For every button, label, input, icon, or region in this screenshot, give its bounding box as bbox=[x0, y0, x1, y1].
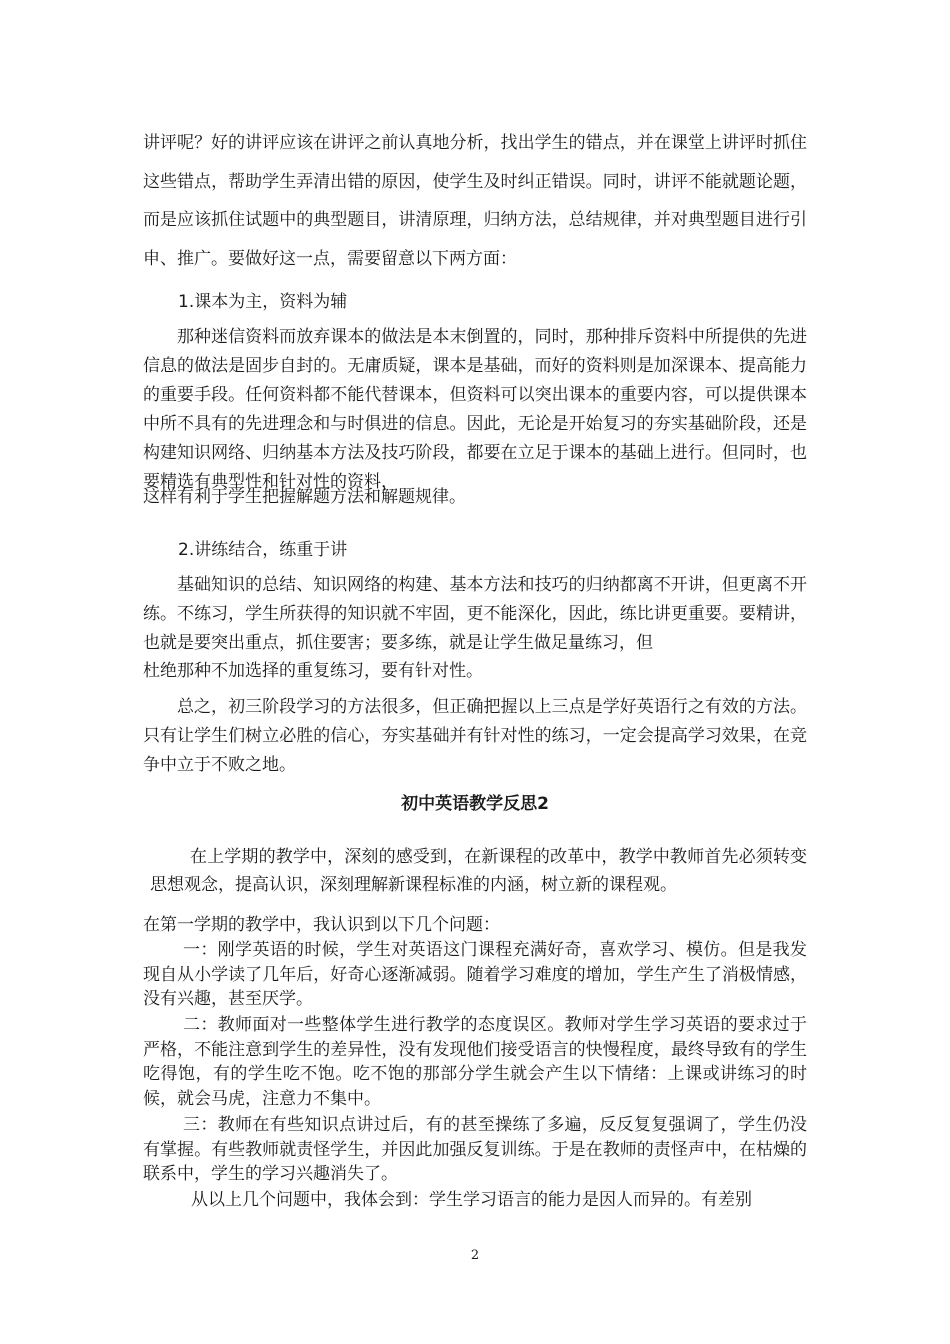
page-number: 2 bbox=[470, 1248, 480, 1263]
section-title: 初中英语教学反思2 bbox=[401, 794, 549, 814]
paragraph-problem-two: 二：教师面对一些整体学生进行教学的态度误区。教师对学生学习英语的要求过于严格，不能注意到学生的差异性，没有发现他们接受语言的快慢程度，最终导致有的学生吃得饱，有的学生吃不饱。吃不饱的那部分学生就会产生以下情绪：上课或讲练习的时候，就会马虎，注意力不集中。 bbox=[143, 1015, 807, 1109]
paragraph-practice-end: 杜绝那种不加选择的重复练习，要有针对性。 bbox=[143, 661, 483, 681]
paragraph-summary: 总之，初三阶段学习的方法很多，但正确把握以上三点是学好英语行之有效的方法。只有让学生们树立必胜的信心，夯实基础并有针对性的练习，一定会提高学习效果，在竞争中立于不败之地。 bbox=[143, 697, 807, 775]
paragraph-conclusion: 从以上几个问题中，我体会到：学生学习语言的能力是因人而异的。有差别 bbox=[191, 1190, 752, 1210]
paragraph-problems-intro: 在第一学期的教学中，我认识到以下几个问题： bbox=[143, 915, 500, 935]
paragraph-practice: 基础知识的总结、知识网络的构建、基本方法和技巧的归纳都离不开讲，但更离不开练。不练习，学生所获得的知识就不牢固，更不能深化，因此，练比讲更重要。要精讲，也就是要突出重点，抓住要害；要多练，就是让学生做足量练习，但 bbox=[143, 575, 807, 653]
heading-lecture-practice: 2.讲练结合，练重于讲 bbox=[178, 540, 348, 560]
paragraph-problem-one: 一：刚学英语的时候，学生对英语这门课程充满好奇，喜欢学习、模仿。但是我发现自从小学读了几年后，好奇心逐渐减弱。随着学习难度的增加，学生产生了消极情感，没有兴趣，甚至厌学。 bbox=[143, 940, 807, 1009]
heading-textbook-first: 1.课本为主，资料为辅 bbox=[178, 292, 348, 312]
paragraph-textbook-materials: 那种迷信资料而放弃课本的做法是本末倒置的，同时，那种排斥资料中所提供的先进信息的做法是固步自封的。无庸质疑，课本是基础，而好的资料则是加深课本、提高能力的重要手段。任何资料都不能代替课本，但资料可以突出课本的重要内容，可以提供课本中所不具有的先进理念和与时俱进的信息。因此，无论是开始复习的夯实基础阶段，还是构建知识网络、归纳基本方法及技巧阶段，都要在立足于课本的基础上进行。但同时，也要精选有典型性和针对性的资料， bbox=[143, 327, 807, 492]
paragraph-reflection-intro: 在上学期的教学中，深刻的感受到，在新课程的改革中，教学中教师首先必须转变思想观念，提高认识，深刻理解新课程标准的内涵，树立新的课程观。 bbox=[150, 847, 807, 895]
paragraph-textbook-materials-end: 这样有利于学生把握解题方法和解题规律。 bbox=[143, 487, 466, 507]
paragraph-problem-three: 三：教师在有些知识点讲过后，有的甚至操练了多遍，反反复复强调了，学生仍没有掌握。有些教师就责怪学生，并因此加强反复训练。于是在教师的责怪声中，在枯燥的联系中，学生的学习兴趣消失了。 bbox=[143, 1115, 807, 1184]
paragraph-lecture-review: 讲评呢？好的讲评应该在讲评之前认真地分析，找出学生的错点，并在课堂上讲评时抓住这些错点，帮助学生弄清出错的原因，使学生及时纠正错误。同时，讲评不能就题论题，而是应该抓住试题中的典型题目，讲清原理，归纳方法，总结规律，并对典型题目进行引申、推广。要做好这一点，需要留意以下两方面： bbox=[143, 133, 807, 269]
